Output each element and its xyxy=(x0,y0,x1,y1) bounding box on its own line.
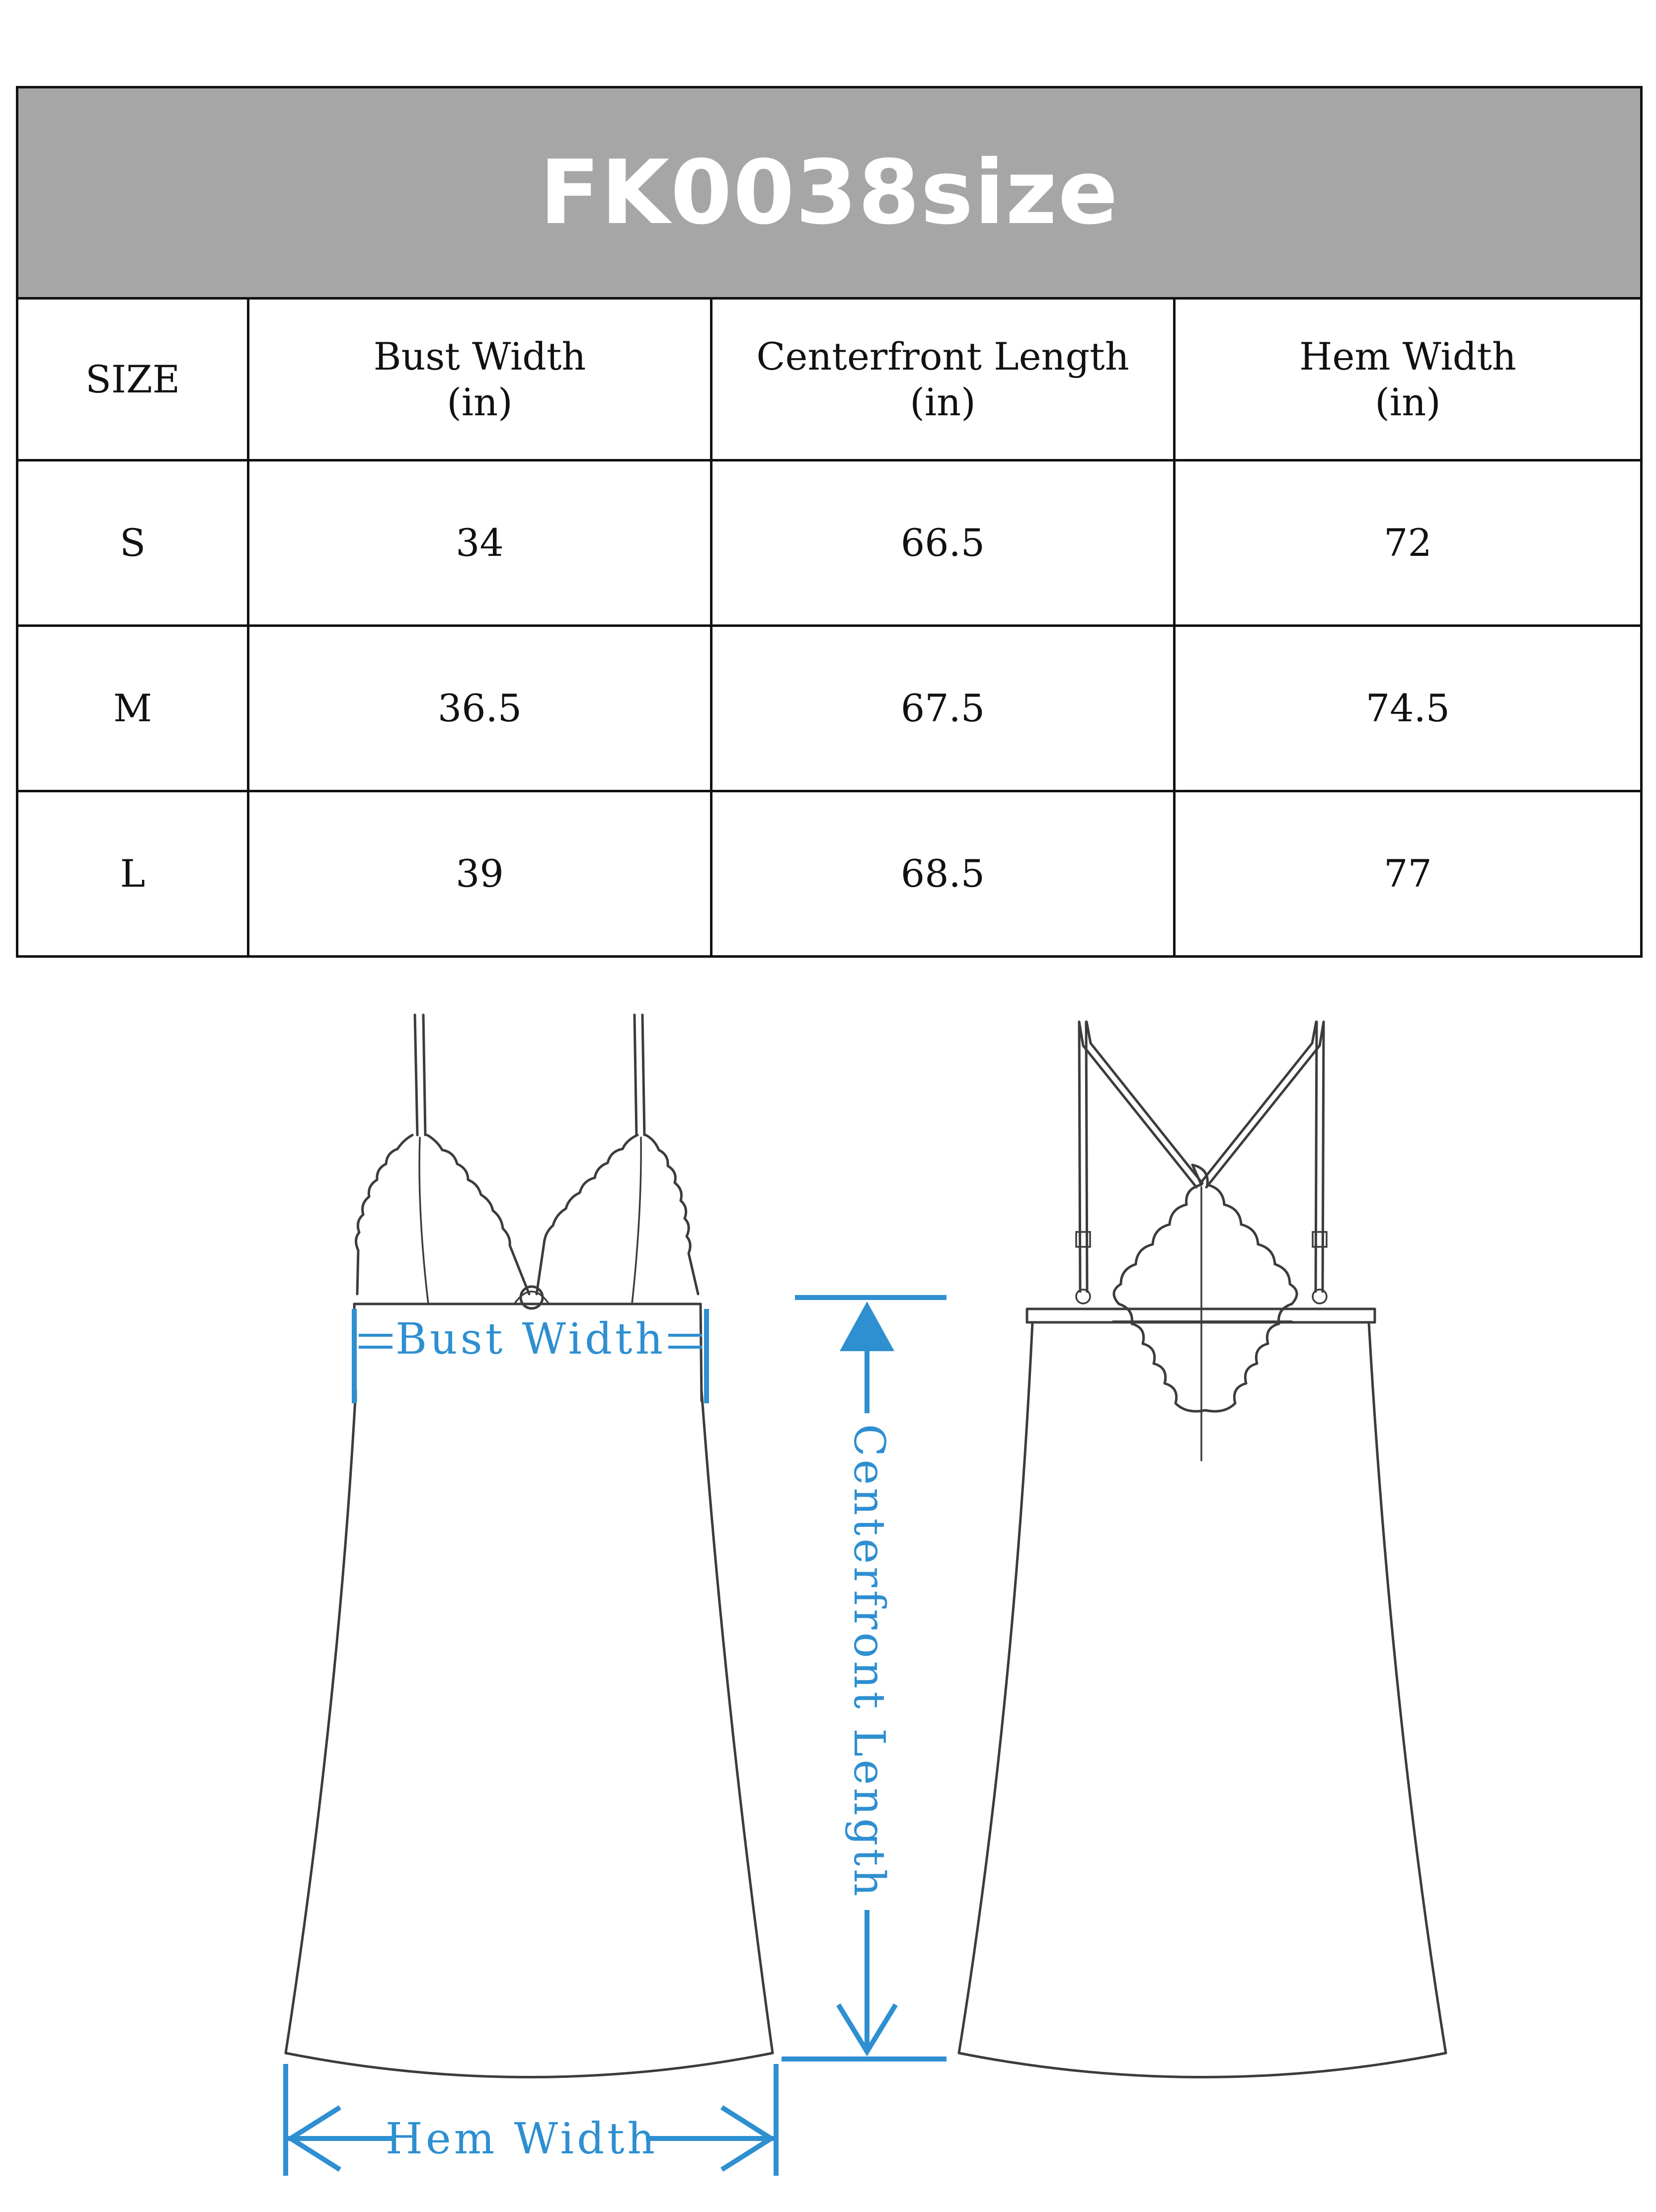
front-cup-right xyxy=(537,1135,698,1304)
cell-hem-width: 72 xyxy=(1175,460,1642,626)
cell-bust-width: 36.5 xyxy=(248,626,711,791)
header-centerfront-length-unit: (in) xyxy=(910,380,976,424)
hem-width-label: Hem Width xyxy=(385,2114,658,2164)
back-view xyxy=(959,1022,1446,2077)
table-row-l xyxy=(17,791,1642,957)
garment-measurement-diagram xyxy=(0,964,1656,2206)
table-title-row xyxy=(17,87,1642,299)
back-strap-right xyxy=(1200,1022,1327,1303)
cell-centerfront-length: 67.5 xyxy=(711,626,1175,791)
cell-size: S xyxy=(17,460,248,626)
hem-width-dimension xyxy=(286,2066,776,2173)
bust-width-label: Bust Width xyxy=(395,1314,666,1364)
header-centerfront-length xyxy=(711,299,1175,460)
chart-title: FK0038size xyxy=(17,87,1642,299)
front-strap-left xyxy=(415,1015,425,1135)
centerfront-length-label: Centerfront Length xyxy=(844,1424,894,1900)
cell-hem-width: 77 xyxy=(1175,791,1642,957)
header-hem-width-unit: (in) xyxy=(1375,380,1441,424)
up-arrow-icon xyxy=(840,1301,894,1351)
header-hem-width-label: Hem Width xyxy=(1299,334,1516,379)
cell-centerfront-length: 66.5 xyxy=(711,460,1175,626)
header-size-label: SIZE xyxy=(85,357,180,401)
front-view xyxy=(286,1015,773,2077)
size-chart-table xyxy=(16,86,1643,958)
front-cup-left xyxy=(356,1135,529,1304)
header-size xyxy=(17,299,248,460)
centerfront-length-dimension xyxy=(784,1297,944,2059)
cell-bust-width: 39 xyxy=(248,791,711,957)
front-skirt xyxy=(286,1391,773,2077)
header-bust-width xyxy=(248,299,711,460)
header-bust-width-unit: (in) xyxy=(447,380,513,424)
table-row-s xyxy=(17,460,1642,626)
cell-size: L xyxy=(17,791,248,957)
back-strap-left xyxy=(1076,1022,1202,1303)
back-skirt xyxy=(959,1322,1446,2077)
cell-centerfront-length: 68.5 xyxy=(711,791,1175,957)
bust-width-dimension xyxy=(354,1311,707,1401)
table-row-m xyxy=(17,626,1642,791)
cell-hem-width: 74.5 xyxy=(1175,626,1642,791)
header-bust-width-label: Bust Width xyxy=(373,334,586,379)
header-centerfront-length-label: Centerfront Length xyxy=(756,334,1129,379)
front-strap-right xyxy=(634,1015,644,1135)
cell-bust-width: 34 xyxy=(248,460,711,626)
back-lace-panel xyxy=(1113,1165,1297,1460)
table-header-row xyxy=(17,299,1642,460)
cell-size: M xyxy=(17,626,248,791)
header-hem-width xyxy=(1175,299,1642,460)
